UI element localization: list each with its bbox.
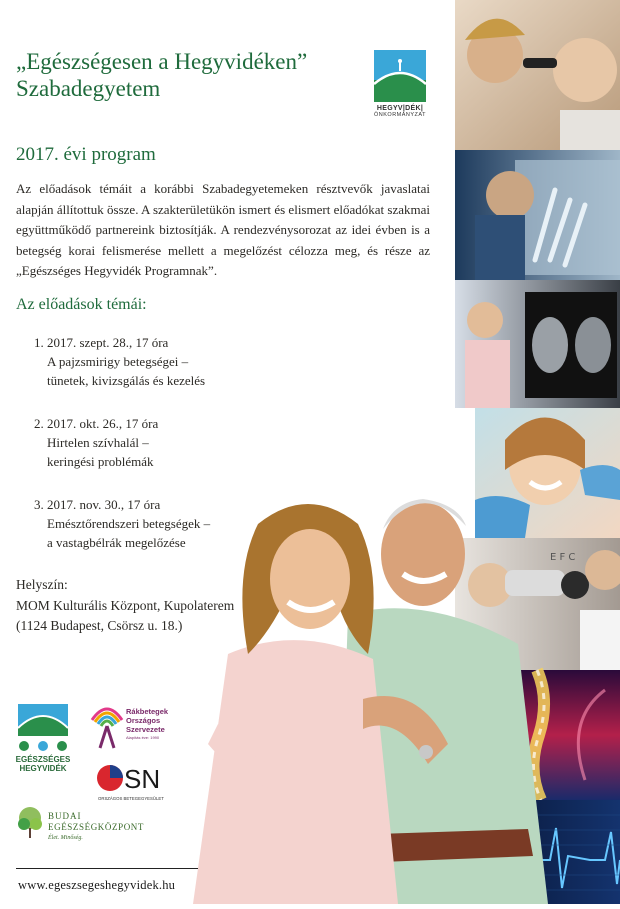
egeszseges-logo-line1: EGÉSZSÉGES	[15, 755, 71, 764]
poster-title	[16, 48, 356, 102]
footer-divider	[16, 868, 198, 869]
location-address: (1124 Budapest, Csörsz u. 18.)	[16, 618, 183, 633]
lecture-title: A pajzsmirigy betegségei –	[47, 354, 189, 369]
tree-icon	[18, 807, 42, 838]
hegyvidek-hill-icon	[374, 50, 426, 102]
osn-caption: ORSZÁGOS BETEGEGYESÜLET	[98, 796, 164, 801]
rakbetegek-line3: Szervezete	[126, 725, 165, 734]
lecture-item	[34, 333, 205, 390]
topics-heading: Az előadások témái:	[16, 296, 147, 313]
photo-ear-exam	[455, 0, 620, 150]
lecture-subtitle: tünetek, kivizsgálás és kezelés	[47, 373, 206, 388]
egeszseges-logo-line2: HEGYVIDÉK	[19, 764, 67, 773]
budai-line2: EGÉSZSÉGKÖZPONT	[48, 822, 144, 832]
budai-logo	[18, 807, 144, 841]
hegyvidek-logo-name: HEGYV|DÉK|	[376, 105, 424, 112]
lecture-subtitle: keringési problémák	[47, 454, 154, 469]
egeszseges-hegyvidek-logo	[16, 704, 71, 773]
svg-text:E F C: E F C	[550, 552, 576, 563]
location-venue: MOM Kulturális Központ, Kupolaterem	[16, 597, 235, 613]
lecture-date: 3. 2017. nov. 30., 17 óra	[34, 497, 161, 512]
website-link[interactable]: www.egeszsegeshegyvidek.hu	[18, 878, 176, 892]
lecture-subtitle: a vastagbélrák megelőzése	[47, 535, 186, 550]
rakbetegek-line1: Rákbetegek	[126, 707, 169, 716]
person-icon	[57, 741, 67, 751]
intro-paragraph: Az előadások témáit a korábbi Szabadegyetemeken résztvevők javaslatai alapján állítottuk össze. A szakterületükön ismert és elismert előadókat szakmai együttműködő partnereink biztosítják. A rendezvénysorozat az idei évben is a betegség korai felismerése mellett a megelőzést célozza meg, és része az „Egészséges Hegyvidék Programnak”.	[16, 181, 430, 278]
lecture-title: Emésztőrendszeri betegségek –	[47, 516, 211, 531]
lecture-date: 2. 2017. okt. 26., 17 óra	[34, 416, 159, 431]
lecture-date: 1. 2017. szept. 28., 17 óra	[34, 335, 169, 350]
budai-line1: BUDAI	[48, 811, 82, 821]
photo-mammography	[455, 280, 620, 408]
lecture-title: Hirtelen szívhalál –	[47, 435, 149, 450]
woman-sweater	[193, 640, 398, 904]
lecture-item	[34, 414, 158, 471]
photo-xray	[455, 150, 620, 280]
partner-logos	[0, 690, 200, 904]
program-year-heading: 2017. évi program	[16, 144, 156, 165]
flower-icon	[38, 741, 48, 751]
rakbetegek-line2: Országos	[126, 716, 161, 725]
title-line-1: „Egészségesen a Hegyvidéken”	[16, 49, 308, 74]
osn-logo	[97, 764, 164, 801]
location-label: Helyszín:	[16, 577, 68, 592]
osn-mark: SN	[124, 764, 161, 794]
rakbetegek-line4: Alapítás éve: 1990	[126, 735, 160, 740]
rakbetegek-logo	[92, 707, 169, 748]
title-line-2: Szabadegyetem	[16, 76, 161, 101]
budai-line3: Élet. Minőség.	[48, 835, 83, 841]
hegyvidek-logo	[374, 50, 426, 122]
heart-icon	[19, 741, 29, 751]
smiling-couple-photo	[188, 484, 548, 904]
lecture-item	[34, 495, 210, 552]
hegyvidek-logo-sub: ÖNKORMÁNYZAT	[374, 112, 427, 118]
